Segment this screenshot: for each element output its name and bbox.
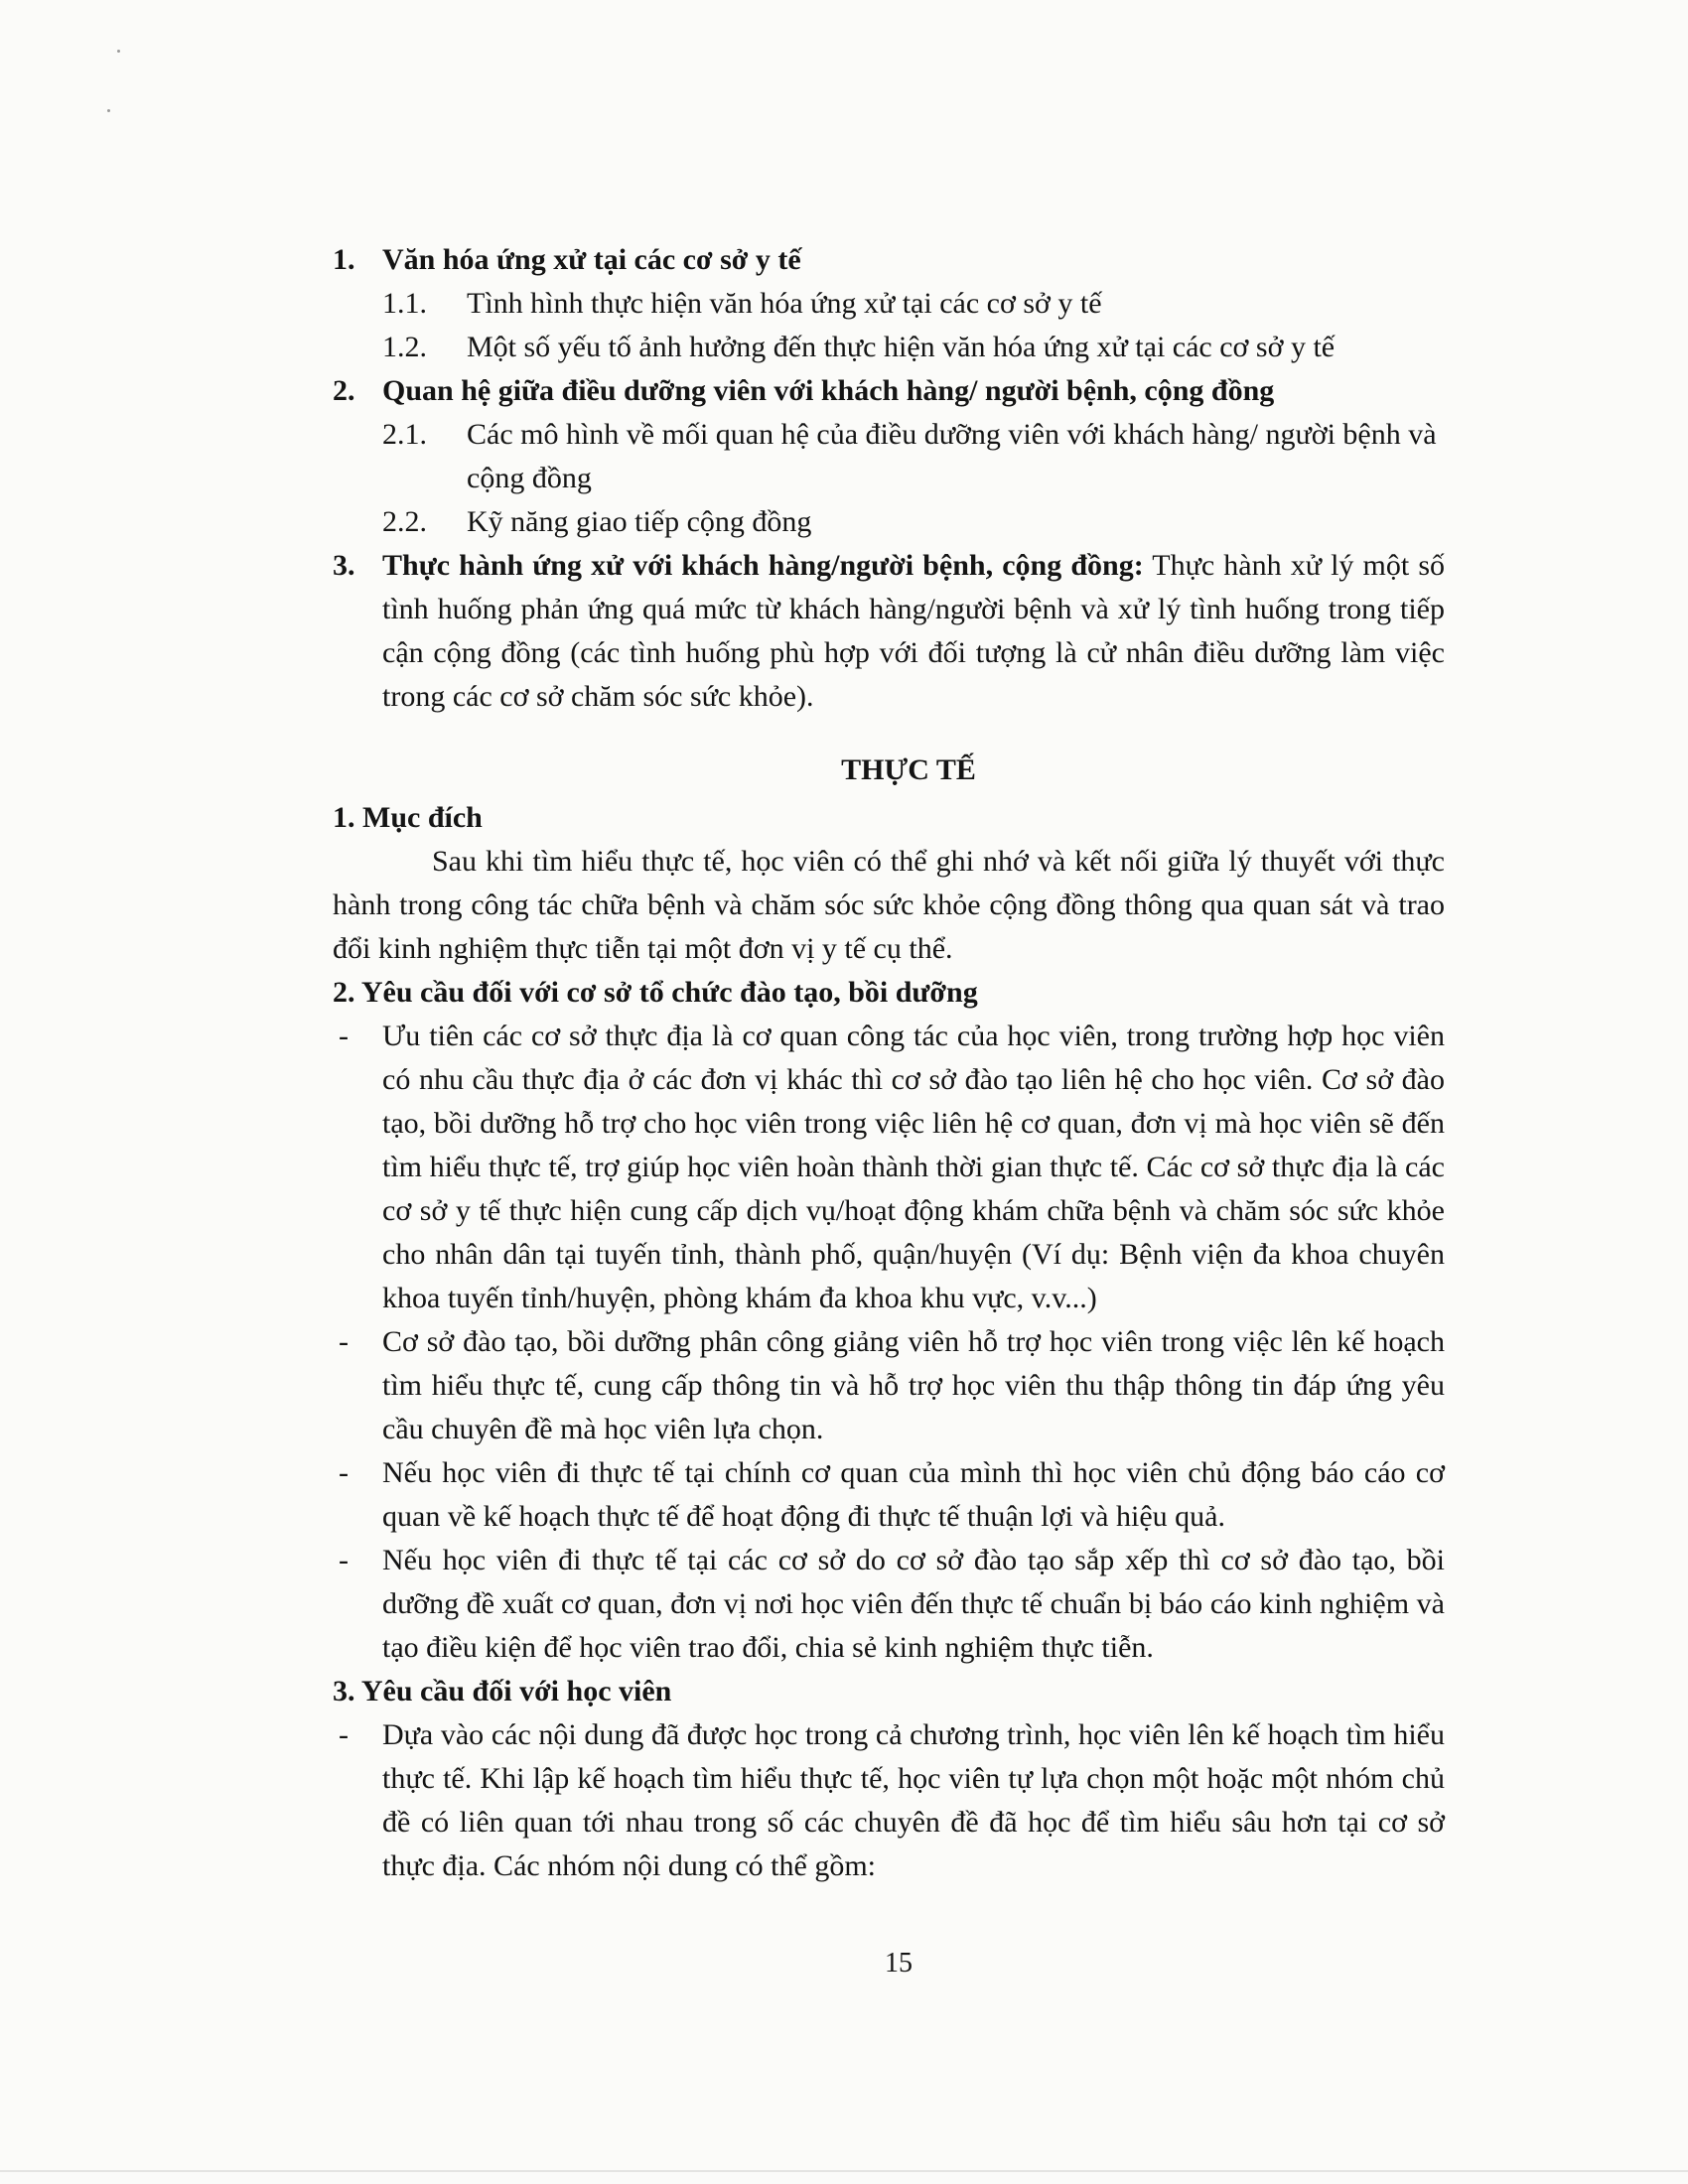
subsection-1-2 [333,326,1445,369]
subsection-number: 1.1. [382,287,427,320]
subsection-text: Kỹ năng giao tiếp cộng đồng [467,505,812,538]
scan-speck [117,50,120,53]
page-content [333,238,1445,1888]
subsection-1-1 [333,282,1445,326]
page-number: 15 [885,1948,913,1979]
section-number: 1. [333,243,355,276]
bullet-dash: - [339,1456,349,1489]
list-item [333,1015,1445,1320]
list-item [333,1320,1445,1451]
subsection-text: Các mô hình về mối quan hệ của điều dưỡng viên với khách hàng/ người bệnh và cộng đồng [467,418,1437,494]
muc-dich-heading: 1. Mục đích [333,801,483,834]
list-item [333,1539,1445,1670]
subsection-2-2 [333,500,1445,544]
section-body [382,544,1445,719]
subsection-text: Tình hình thực hiện văn hóa ứng xử tại các cơ sở y tế [467,287,1102,320]
yeu-cau-hoc-vien-heading: 3. Yêu cầu đối với học viên [333,1675,672,1707]
subsection-2-1 [333,413,1445,500]
subsection-number: 2.2. [382,505,427,538]
list-item-text: Cơ sở đào tạo, bồi dưỡng phân công giảng viên hỗ trợ học viên trong việc lên kế hoạch tìm hiểu thực tế, cung cấp thông tin và hỗ trợ học viên thu thập thông tin đáp ứng yêu cầu chuyên đề mà học viên lựa chọn. [382,1325,1445,1445]
list-item [333,1451,1445,1539]
list-item [333,1713,1445,1888]
list-item-text: Nếu học viên đi thực tế tại các cơ sở do cơ sở đào tạo sắp xếp thì cơ sở đào tạo, bồi dưỡng đề xuất cơ quan, đơn vị nơi học viên đến thực tế chuẩn bị báo cáo kinh nghiệm và tạo điều kiện để học viên trao đổi, chia sẻ kinh nghiệm thực tiễn. [382,1544,1445,1664]
section-1 [333,238,1445,282]
subsection-number: 1.2. [382,331,427,363]
muc-dich-paragraph: Sau khi tìm hiểu thực tế, học viên có thể ghi nhớ và kết nối giữa lý thuyết với thực hành trong công tác chữa bệnh và chăm sóc sức khỏe cộng đồng thông qua quan sát và trao đổi kinh nghiệm thực tiễn tại một đơn vị y tế cụ thể. [333,845,1445,965]
section-title: Văn hóa ứng xử tại các cơ sở y tế [382,243,801,276]
scan-bottom-edge [0,2170,1688,2172]
bullet-dash: - [339,1718,349,1751]
section-title: Thực hành ứng xử với khách hàng/người bệnh, cộng đồng: [382,549,1144,582]
section-text: Thực hành xử lý một số tình huống phản ứng quá mức từ khách hàng/người bệnh và xử lý tình huống trong tiếp cận cộng đồng (các tình huống phù hợp với đối tượng là cử nhân điều dưỡng làm việc trong các cơ sở chăm sóc sức khỏe). [382,549,1445,713]
bullet-dash: - [339,1544,349,1576]
bullet-dash: - [339,1325,349,1358]
subsection-number: 2.1. [382,418,427,451]
scan-speck [107,109,110,112]
list-item-text: Ưu tiên các cơ sở thực địa là cơ quan công tác của học viên, trong trường hợp học viên có nhu cầu thực địa ở các đơn vị khác thì cơ sở đào tạo liên hệ cho học viên. Cơ sở đào tạo, bồi dưỡng hỗ trợ cho học viên trong việc liên hệ cơ quan, đơn vị mà học viên sẽ đến tìm hiểu thực tế, trợ giúp học viên hoàn thành thời gian thực tế. Các cơ sở thực địa là các cơ sở y tế thực hiện cung cấp dịch vụ/hoạt động khám chữa bệnh và chăm sóc sức khỏe cho nhân dân tại tuyến tỉnh, thành phố, quận/huyện (Ví dụ: Bệnh viện đa khoa chuyên khoa tuyến tỉnh/huyện, phòng khám đa khoa khu vực, v.v...) [382,1020,1445,1314]
section-2 [333,369,1445,413]
list-item-text: Nếu học viên đi thực tế tại chính cơ quan của mình thì học viên chủ động báo cáo cơ quan về kế hoạch thực tế để hoạt động đi thực tế thuận lợi và hiệu quả. [382,1456,1445,1533]
thuc-te-heading: THỰC TẾ [841,753,976,786]
subsection-text: Một số yếu tố ảnh hưởng đến thực hiện văn hóa ứng xử tại các cơ sở y tế [467,331,1336,363]
section-3 [333,544,1445,719]
list-item-text: Dựa vào các nội dung đã được học trong cả chương trình, học viên lên kế hoạch tìm hiểu thực tế. Khi lập kế hoạch tìm hiểu thực tế, học viên tự lựa chọn một hoặc một nhóm chủ đề có liên quan tới nhau trong số các chuyên đề đã học để tìm hiểu sâu hơn tại cơ sở thực địa. Các nhóm nội dung có thể gồm: [382,1718,1445,1882]
section-number: 3. [333,549,355,582]
section-number: 2. [333,374,355,407]
bullet-dash: - [339,1020,349,1052]
section-title: Quan hệ giữa điều dưỡng viên với khách hàng/ người bệnh, cộng đồng [382,374,1275,407]
yeu-cau-co-so-heading: 2. Yêu cầu đối với cơ sở tổ chức đào tạo, bồi dưỡng [333,976,978,1009]
